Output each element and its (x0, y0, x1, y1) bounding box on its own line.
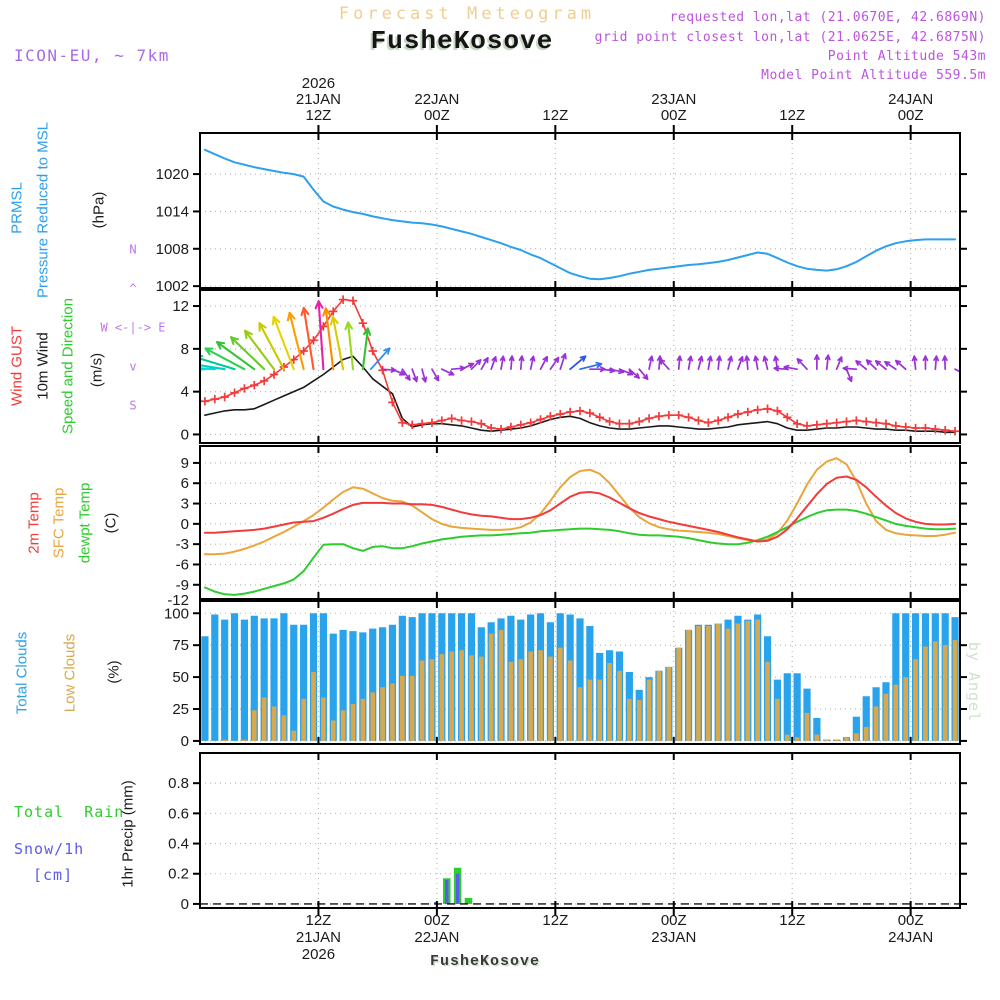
wind-dir-label: Speed and Direction (59, 298, 77, 434)
svg-text:24JAN: 24JAN (888, 91, 934, 108)
svg-text:21JAN: 21JAN (295, 929, 341, 946)
svg-text:0.6: 0.6 (168, 805, 189, 823)
svg-text:24JAN: 24JAN (888, 929, 934, 946)
svg-text:1002: 1002 (155, 278, 189, 296)
svg-text:0: 0 (180, 895, 189, 913)
svg-text:0.2: 0.2 (168, 865, 189, 883)
compass-south: S (129, 398, 137, 413)
watermark: by Angel (965, 641, 983, 723)
page-title: Forecast Meteogram (338, 4, 596, 24)
point-altitude: Point Altitude 543m (827, 49, 986, 64)
temp-dewpt-label: dewpt Temp (76, 482, 94, 564)
svg-text:21JAN: 21JAN (295, 91, 341, 108)
svg-text:6: 6 (180, 475, 189, 493)
precip-axis-label: 1hr Precip (mm) (119, 780, 137, 888)
wind-gust-label: Wind GUST (8, 325, 26, 407)
svg-text:2026: 2026 (301, 946, 336, 963)
svg-text:2026: 2026 (301, 75, 336, 92)
svg-text:12Z: 12Z (779, 912, 806, 929)
svg-text:-12: -12 (167, 592, 189, 609)
svg-text:100: 100 (163, 605, 189, 623)
svg-text:22JAN: 22JAN (414, 91, 460, 108)
svg-text:00Z: 00Z (423, 107, 450, 124)
svg-text:12Z: 12Z (542, 107, 569, 124)
svg-text:00Z: 00Z (897, 912, 924, 929)
low-clouds-label: Low Clouds (61, 633, 79, 713)
svg-text:00Z: 00Z (660, 107, 687, 124)
svg-text:0: 0 (180, 515, 189, 533)
svg-text:1014: 1014 (155, 203, 189, 221)
svg-text:23JAN: 23JAN (651, 929, 697, 946)
svg-text:9: 9 (180, 454, 189, 472)
compass-north: N (129, 242, 137, 257)
svg-text:0.4: 0.4 (168, 835, 189, 853)
grid-point-coords: grid point closest lon,lat (21.0625E, 42.6875N) (594, 30, 986, 45)
svg-text:3: 3 (180, 495, 189, 513)
svg-text:00Z: 00Z (897, 107, 924, 124)
svg-text:50: 50 (172, 669, 189, 687)
compass-arrow-up-icon: ^ (129, 281, 137, 296)
wind-unit-label: (m/s) (88, 352, 106, 388)
svg-text:23JAN: 23JAN (651, 91, 697, 108)
total-clouds-label: Total Clouds (13, 631, 31, 715)
svg-text:75: 75 (172, 637, 189, 655)
svg-text:4: 4 (180, 383, 189, 401)
svg-text:-9: -9 (175, 576, 189, 594)
svg-text:12Z: 12Z (542, 912, 569, 929)
svg-text:0: 0 (180, 426, 189, 444)
requested-coords: requested lon,lat (21.0670E, 42.6869N) (669, 10, 986, 25)
wind-10m-label: 10m Wind (34, 332, 52, 400)
svg-text:25: 25 (172, 701, 189, 719)
svg-text:12Z: 12Z (305, 912, 332, 929)
svg-text:1020: 1020 (155, 166, 189, 184)
station-title: FusheKosove (370, 26, 554, 56)
temp-sfc-label: SFC Temp (50, 487, 68, 559)
svg-text:0: 0 (180, 732, 189, 750)
pressure-unit-label: (hPa) (90, 191, 108, 229)
svg-text:12Z: 12Z (779, 107, 806, 124)
svg-text:-3: -3 (175, 536, 189, 554)
svg-text:12Z: 12Z (305, 107, 332, 124)
pressure-label-long: Pressure Reduced to MSL (34, 122, 52, 298)
svg-text:0.8: 0.8 (168, 775, 189, 793)
pressure-label-short: PRMSL (8, 182, 26, 234)
rain-legend: Total Rain (14, 803, 125, 821)
svg-text:-6: -6 (175, 556, 189, 574)
snow-unit-legend: [cm] (33, 866, 74, 884)
svg-text:00Z: 00Z (660, 912, 687, 929)
temp-unit-label: (C) (102, 512, 120, 534)
clouds-unit-label: (%) (105, 660, 123, 684)
snow-legend: Snow/1h (14, 840, 85, 858)
svg-text:22JAN: 22JAN (414, 929, 460, 946)
model-label: ICON-EU, ~ 7km (14, 46, 170, 65)
svg-text:8: 8 (180, 340, 189, 358)
svg-text:12: 12 (172, 298, 189, 316)
model-point-altitude: Model Point Altitude 559.5m (761, 68, 986, 83)
svg-text:00Z: 00Z (423, 912, 450, 929)
temp-2m-label: 2m Temp (25, 492, 43, 554)
svg-text:1008: 1008 (155, 240, 189, 258)
compass-arrow-down-icon: v (129, 359, 137, 374)
compass-west-east: W <-|-> E (100, 320, 166, 335)
footer-station: FusheKosove (429, 953, 541, 970)
